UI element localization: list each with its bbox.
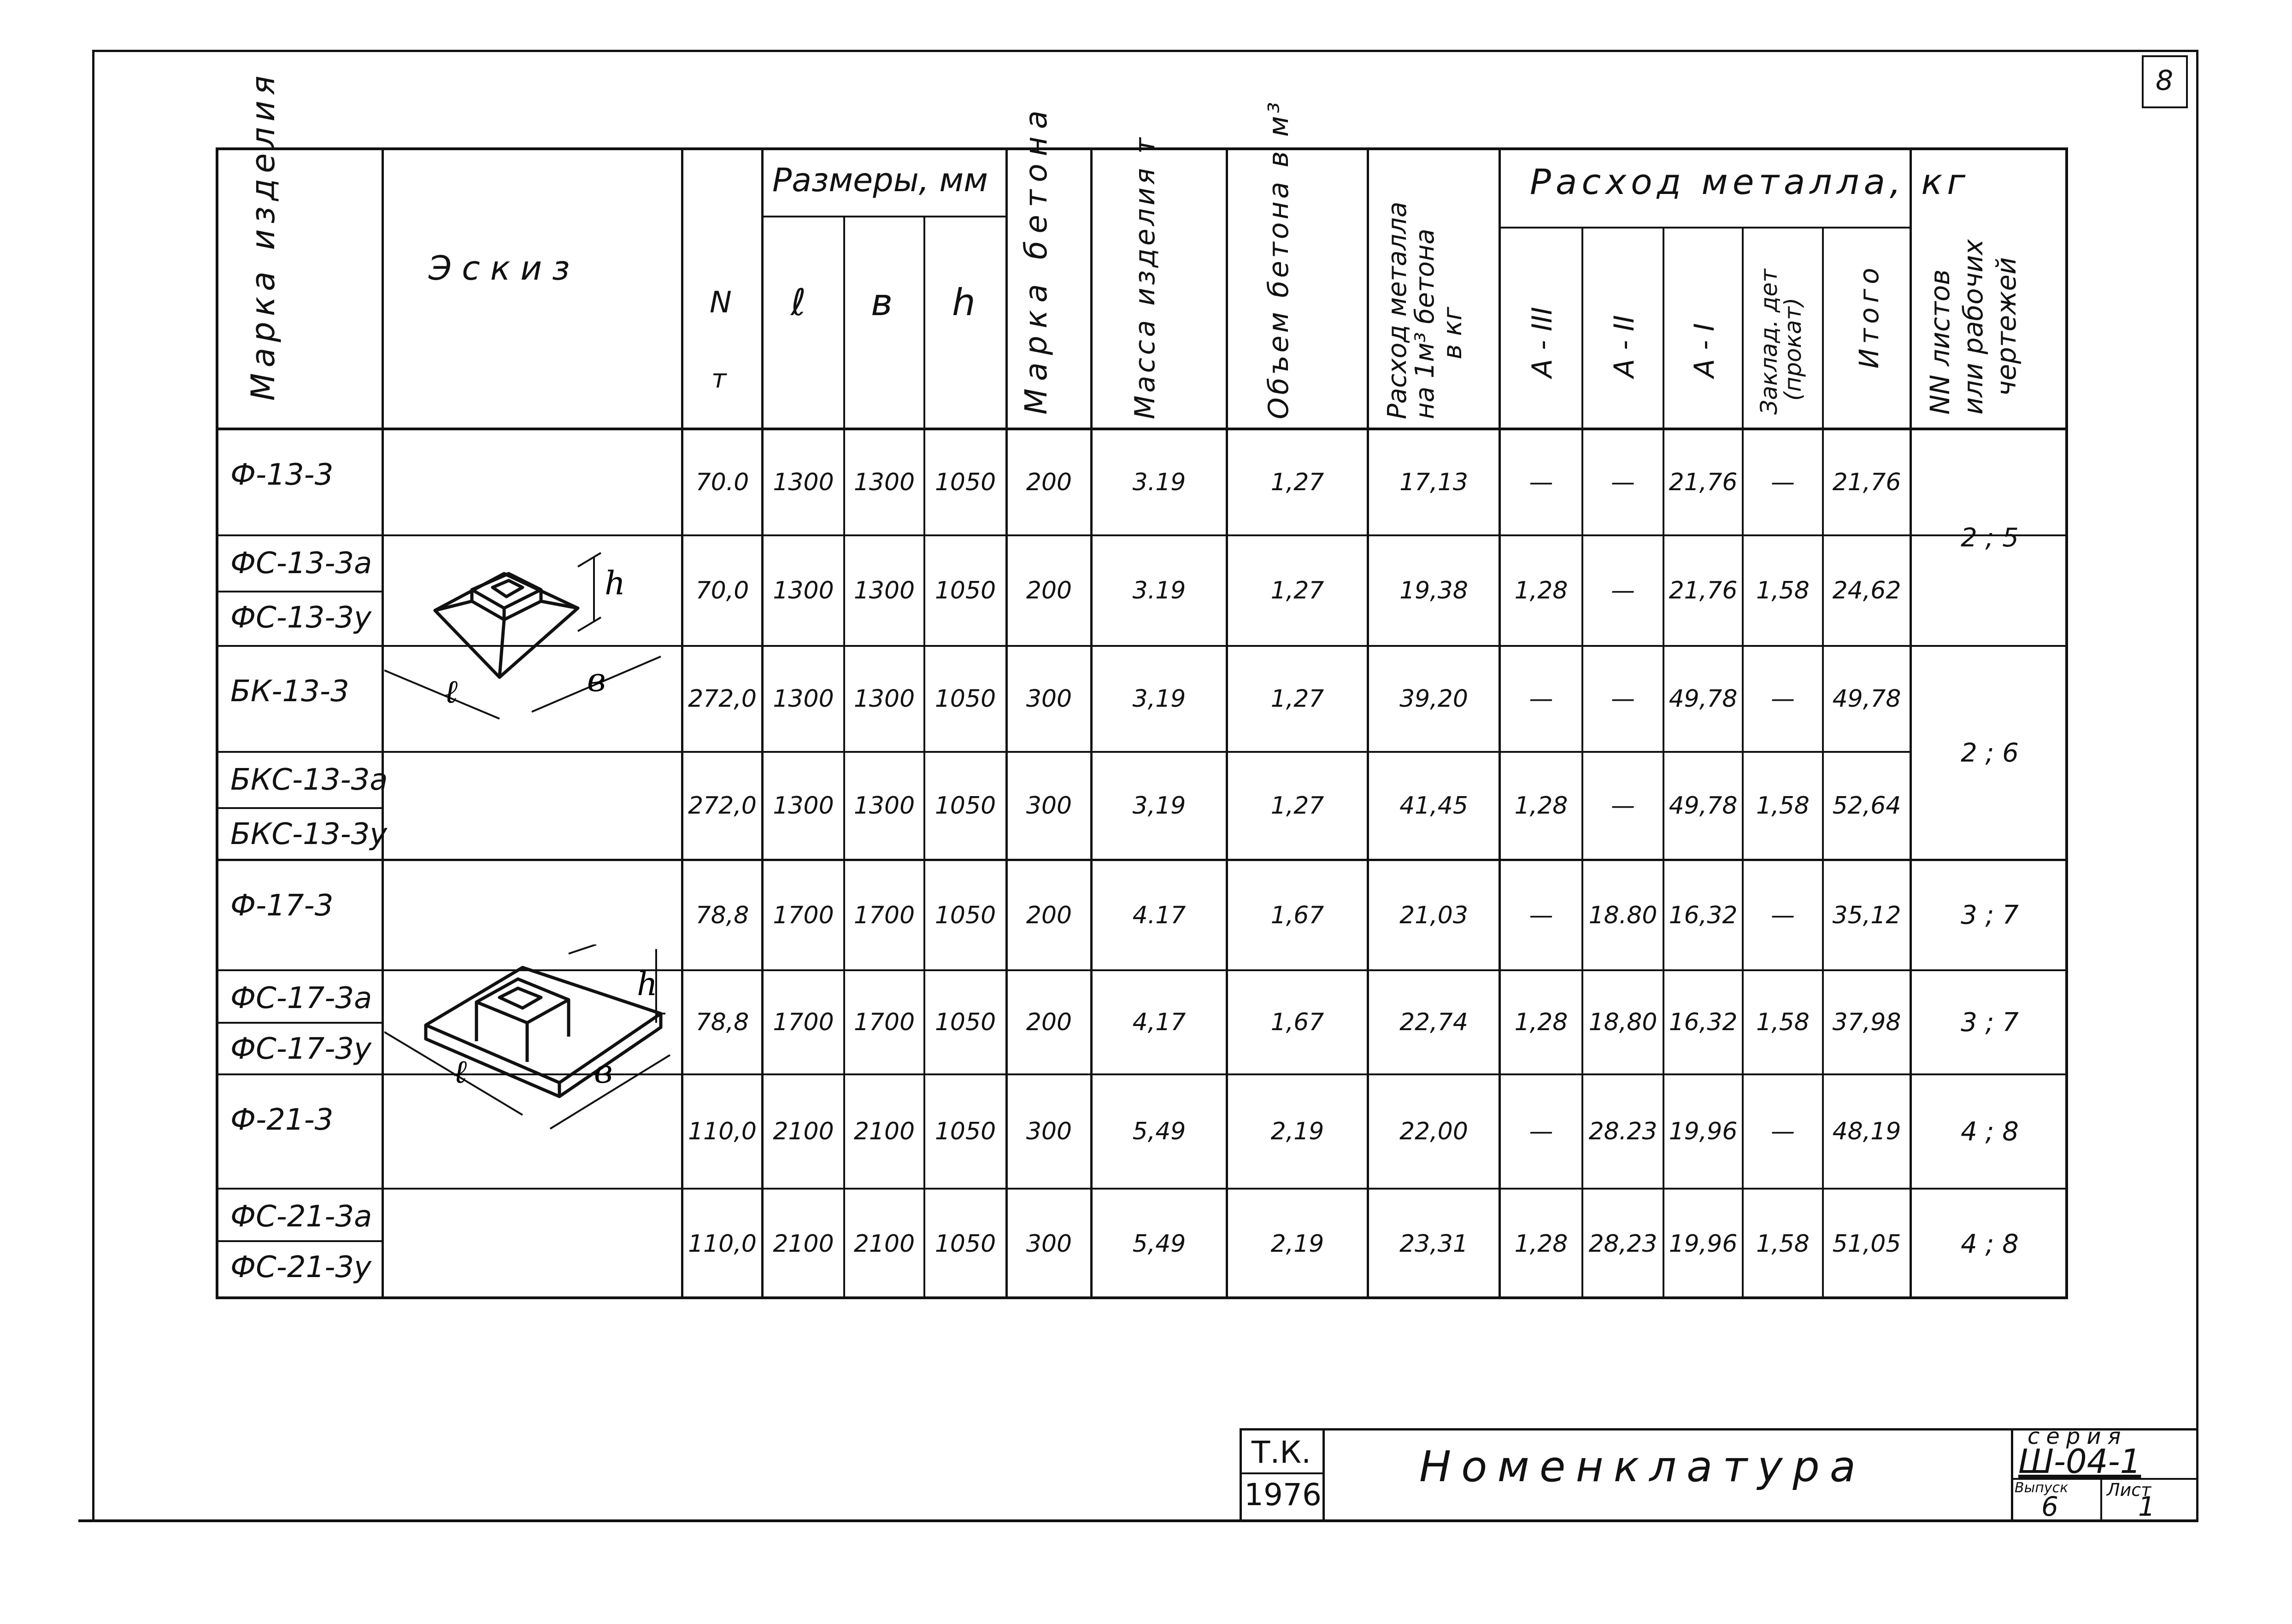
cell-emb: — <box>1771 469 1795 496</box>
header-embedded-2: (прокат) <box>1780 298 1806 401</box>
cell-grade: 200 <box>1026 469 1072 496</box>
title-year: 1976 <box>1244 1477 1322 1513</box>
cell-emb: — <box>1771 685 1795 713</box>
cell-a2: 18,80 <box>1588 1008 1657 1036</box>
title-org: Т.К. <box>1252 1435 1311 1470</box>
cell-vol: 2,19 <box>1270 1118 1324 1145</box>
header-a3: А - III <box>1526 307 1558 378</box>
cell-total: 24,62 <box>1832 577 1901 604</box>
cell-a1: 49,78 <box>1669 792 1738 820</box>
cell-a3: 1,28 <box>1514 1230 1568 1258</box>
header-metal-per-m3-1: Расход металла <box>1382 201 1412 419</box>
product-mark: ФС-13-3у <box>230 601 371 635</box>
product-mark: Ф-17-3 <box>230 889 334 923</box>
sketch-label-h2: h <box>637 965 658 1003</box>
product-mark: БК-13-3 <box>230 674 349 709</box>
sheets-ref: 3 ; 7 <box>1961 900 2019 930</box>
mark-subline <box>216 807 382 809</box>
sketch-label-h: h <box>605 564 626 602</box>
cell-a3: — <box>1529 469 1553 496</box>
sheet-label: Лист <box>2107 1480 2151 1500</box>
title-issue-divider <box>2100 1478 2102 1520</box>
cell-per-m3: 23,31 <box>1399 1230 1468 1258</box>
cell-mass: 5,49 <box>1132 1230 1186 1258</box>
cell-b: 1300 <box>853 469 915 496</box>
cell-a3: — <box>1529 1118 1553 1145</box>
frame-left <box>92 51 94 1520</box>
cell-per-m3: 21,03 <box>1399 901 1468 929</box>
cell-grade: 200 <box>1026 901 1072 929</box>
sheets-ref: 2 ; 5 <box>1961 522 2019 553</box>
cell-vol: 1,27 <box>1270 577 1324 604</box>
cell-h: 1050 <box>934 1118 996 1145</box>
cell-emb: 1,58 <box>1756 792 1810 820</box>
header-metal-per-m3-3: в кг <box>1438 306 1468 359</box>
header-size-l: ℓ <box>791 281 806 324</box>
cell-a1: 49,78 <box>1669 685 1738 713</box>
corner-sheet-mark: 8 <box>2156 64 2174 97</box>
cell-a1: 19,96 <box>1669 1230 1738 1258</box>
cell-grade: 300 <box>1026 792 1072 820</box>
cell-per-m3: 22,74 <box>1399 1008 1468 1036</box>
frame-bottom <box>78 1519 2198 1522</box>
sketch-label-b2: в <box>594 1053 613 1090</box>
title-org-midline <box>1240 1472 1324 1474</box>
cell-a2: — <box>1611 469 1635 496</box>
cell-total: 37,98 <box>1832 1008 1901 1036</box>
header-metal-use: Расход металла, кг <box>1530 161 1970 202</box>
product-mark: ФС-21-3а <box>230 1200 372 1234</box>
metal-subline <box>1499 227 1911 229</box>
mark-subline <box>216 1022 382 1024</box>
cell-h: 1050 <box>934 901 996 929</box>
cell-a1: 16,32 <box>1669 901 1738 929</box>
header-sheets-2: или рабочих <box>1957 239 1989 415</box>
sheets-ref: 4 ; 8 <box>1961 1116 2019 1147</box>
cell-n: 70.0 <box>695 469 749 496</box>
cell-n: 110,0 <box>688 1118 757 1145</box>
header-a2: А - II <box>1608 315 1640 378</box>
issue-number: 6 <box>2041 1491 2058 1522</box>
cell-grade: 300 <box>1026 1118 1072 1145</box>
header-n-unit: т <box>711 364 727 394</box>
cell-h: 1050 <box>934 792 996 820</box>
cell-l: 2100 <box>773 1230 834 1258</box>
cell-a3: — <box>1529 901 1553 929</box>
header-sizes: Размеры, мм <box>772 161 988 199</box>
cell-a1: 21,76 <box>1669 577 1738 604</box>
cell-vol: 1,27 <box>1270 469 1324 496</box>
cell-n: 78,8 <box>695 901 749 929</box>
cell-per-m3: 39,20 <box>1399 685 1468 713</box>
cell-b: 1300 <box>853 577 915 604</box>
cell-b: 1300 <box>853 685 915 713</box>
header-n: N <box>710 286 732 320</box>
header-total: Итого <box>1853 263 1885 369</box>
cell-vol: 1,67 <box>1270 1008 1324 1036</box>
cell-a1: 16,32 <box>1669 1008 1738 1036</box>
product-mark: ФС-13-3а <box>230 546 372 580</box>
cell-n: 70,0 <box>695 577 749 604</box>
cell-vol: 1,67 <box>1270 901 1324 929</box>
cell-total: 48,19 <box>1832 1118 1901 1145</box>
product-mark: Ф-13-3 <box>230 458 334 492</box>
issue-label: Выпуск <box>2015 1480 2069 1496</box>
cell-n: 272,0 <box>688 792 757 820</box>
series-number: Ш-04-1 <box>2018 1442 2141 1481</box>
cell-a3: 1,28 <box>1514 792 1568 820</box>
cell-emb: 1,58 <box>1756 1230 1810 1258</box>
cell-grade: 300 <box>1026 685 1072 713</box>
mark-subline <box>216 591 382 592</box>
header-a1: А - I <box>1688 323 1721 378</box>
header-concrete-grade: Марка бетона <box>1018 103 1054 415</box>
cell-a3: — <box>1529 685 1553 713</box>
header-concrete-volume: Объем бетона в м³ <box>1263 99 1295 419</box>
product-mark: БКС-13-3у <box>230 817 388 851</box>
cell-a2: 28,23 <box>1588 1230 1657 1258</box>
cell-h: 1050 <box>934 577 996 604</box>
cell-per-m3: 17,13 <box>1399 469 1468 496</box>
cell-b: 1700 <box>853 901 915 929</box>
product-mark: Ф-21-3 <box>230 1103 334 1137</box>
cell-mass: 3,19 <box>1132 792 1186 820</box>
cell-a2: — <box>1611 577 1635 604</box>
product-mark: БКС-13-3а <box>230 763 388 797</box>
cell-emb: — <box>1771 901 1795 929</box>
header-sketch: Эскиз <box>429 249 580 287</box>
product-mark: ФС-17-3а <box>230 981 372 1015</box>
cell-total: 49,78 <box>1832 685 1901 713</box>
cell-total: 51,05 <box>1832 1230 1901 1258</box>
product-mark: ФС-21-3у <box>230 1250 371 1284</box>
header-size-b: в <box>871 281 893 324</box>
title-org-divider <box>1322 1428 1325 1520</box>
cell-h: 1050 <box>934 1230 996 1258</box>
header-embedded-1: Заклад. дет <box>1756 269 1782 415</box>
title-series-divider <box>2011 1428 2013 1520</box>
cell-emb: 1,58 <box>1756 1008 1810 1036</box>
header-size-h: h <box>952 281 976 324</box>
cell-a2: — <box>1611 685 1635 713</box>
title-left <box>1240 1428 1242 1520</box>
cell-per-m3: 19,38 <box>1399 577 1468 604</box>
frame-right <box>2196 50 2198 1522</box>
cell-mass: 4.17 <box>1132 901 1186 929</box>
cell-n: 78,8 <box>695 1008 749 1036</box>
cell-l: 1300 <box>773 792 834 820</box>
header-mass: Масса изделия т <box>1129 135 1161 419</box>
cell-grade: 200 <box>1026 1008 1072 1036</box>
cell-vol: 2,19 <box>1270 1230 1324 1258</box>
cell-mass: 3,19 <box>1132 685 1186 713</box>
cell-h: 1050 <box>934 685 996 713</box>
cell-a2: 28.23 <box>1588 1118 1657 1145</box>
header-mark: Марка изделия <box>244 70 282 401</box>
cell-n: 272,0 <box>688 685 757 713</box>
cell-l: 1700 <box>773 1008 834 1036</box>
cell-a2: 18.80 <box>1588 901 1657 929</box>
cell-l: 1300 <box>773 685 834 713</box>
cell-b: 2100 <box>853 1118 915 1145</box>
cell-mass: 3.19 <box>1132 469 1186 496</box>
cell-a3: 1,28 <box>1514 1008 1568 1036</box>
sheets-ref: 3 ; 7 <box>1961 1007 2019 1038</box>
cell-mass: 4,17 <box>1132 1008 1186 1036</box>
cell-b: 1300 <box>853 792 915 820</box>
header-metal-per-m3-2: на 1м³ бетона <box>1410 229 1440 419</box>
cell-h: 1050 <box>934 1008 996 1036</box>
cell-emb: 1,58 <box>1756 577 1810 604</box>
cell-per-m3: 41,45 <box>1399 792 1468 820</box>
cell-h: 1050 <box>934 469 996 496</box>
cell-emb: — <box>1771 1118 1795 1145</box>
header-sheets-3: чертежей <box>1991 257 2022 396</box>
cell-a2: — <box>1611 792 1635 820</box>
cell-grade: 200 <box>1026 577 1072 604</box>
cell-mass: 5,49 <box>1132 1118 1186 1145</box>
cell-b: 2100 <box>853 1230 915 1258</box>
col-line <box>382 147 384 1299</box>
cell-total: 21,76 <box>1832 469 1901 496</box>
sheets-ref: 4 ; 8 <box>1961 1229 2019 1259</box>
sizes-subline <box>761 216 1007 217</box>
cell-total: 52,64 <box>1832 792 1901 820</box>
cell-l: 1300 <box>773 577 834 604</box>
sheets-ref: 2 ; 6 <box>1961 738 2019 768</box>
mark-subline <box>216 1240 382 1242</box>
cell-b: 1700 <box>853 1008 915 1036</box>
cell-l: 2100 <box>773 1118 834 1145</box>
cell-mass: 3.19 <box>1132 577 1186 604</box>
cell-total: 35,12 <box>1832 901 1901 929</box>
product-mark: ФС-17-3у <box>230 1032 371 1066</box>
frame-top <box>92 50 2198 52</box>
cell-a1: 21,76 <box>1669 469 1738 496</box>
cell-n: 110,0 <box>688 1230 757 1258</box>
cell-l: 1300 <box>773 469 834 496</box>
cell-grade: 300 <box>1026 1230 1072 1258</box>
sheet-number: 1 <box>2138 1491 2155 1522</box>
sketch-label-b: в <box>587 661 606 699</box>
cell-vol: 1,27 <box>1270 792 1324 820</box>
cell-per-m3: 22,00 <box>1399 1118 1468 1145</box>
sketch-label-l: ℓ <box>444 673 458 710</box>
cell-l: 1700 <box>773 901 834 929</box>
header-sheets-1: NN листов <box>1924 269 1956 415</box>
sketch-footing-17-21 <box>384 944 679 1166</box>
cell-a3: 1,28 <box>1514 577 1568 604</box>
sketch-label-l2: ℓ <box>453 1053 467 1090</box>
series-label: серия <box>2028 1424 2127 1449</box>
cell-a1: 19,96 <box>1669 1118 1738 1145</box>
cell-vol: 1,27 <box>1270 685 1324 713</box>
sketch-footing-13 <box>384 539 679 733</box>
title-name: Номенклатура <box>1419 1442 1866 1491</box>
